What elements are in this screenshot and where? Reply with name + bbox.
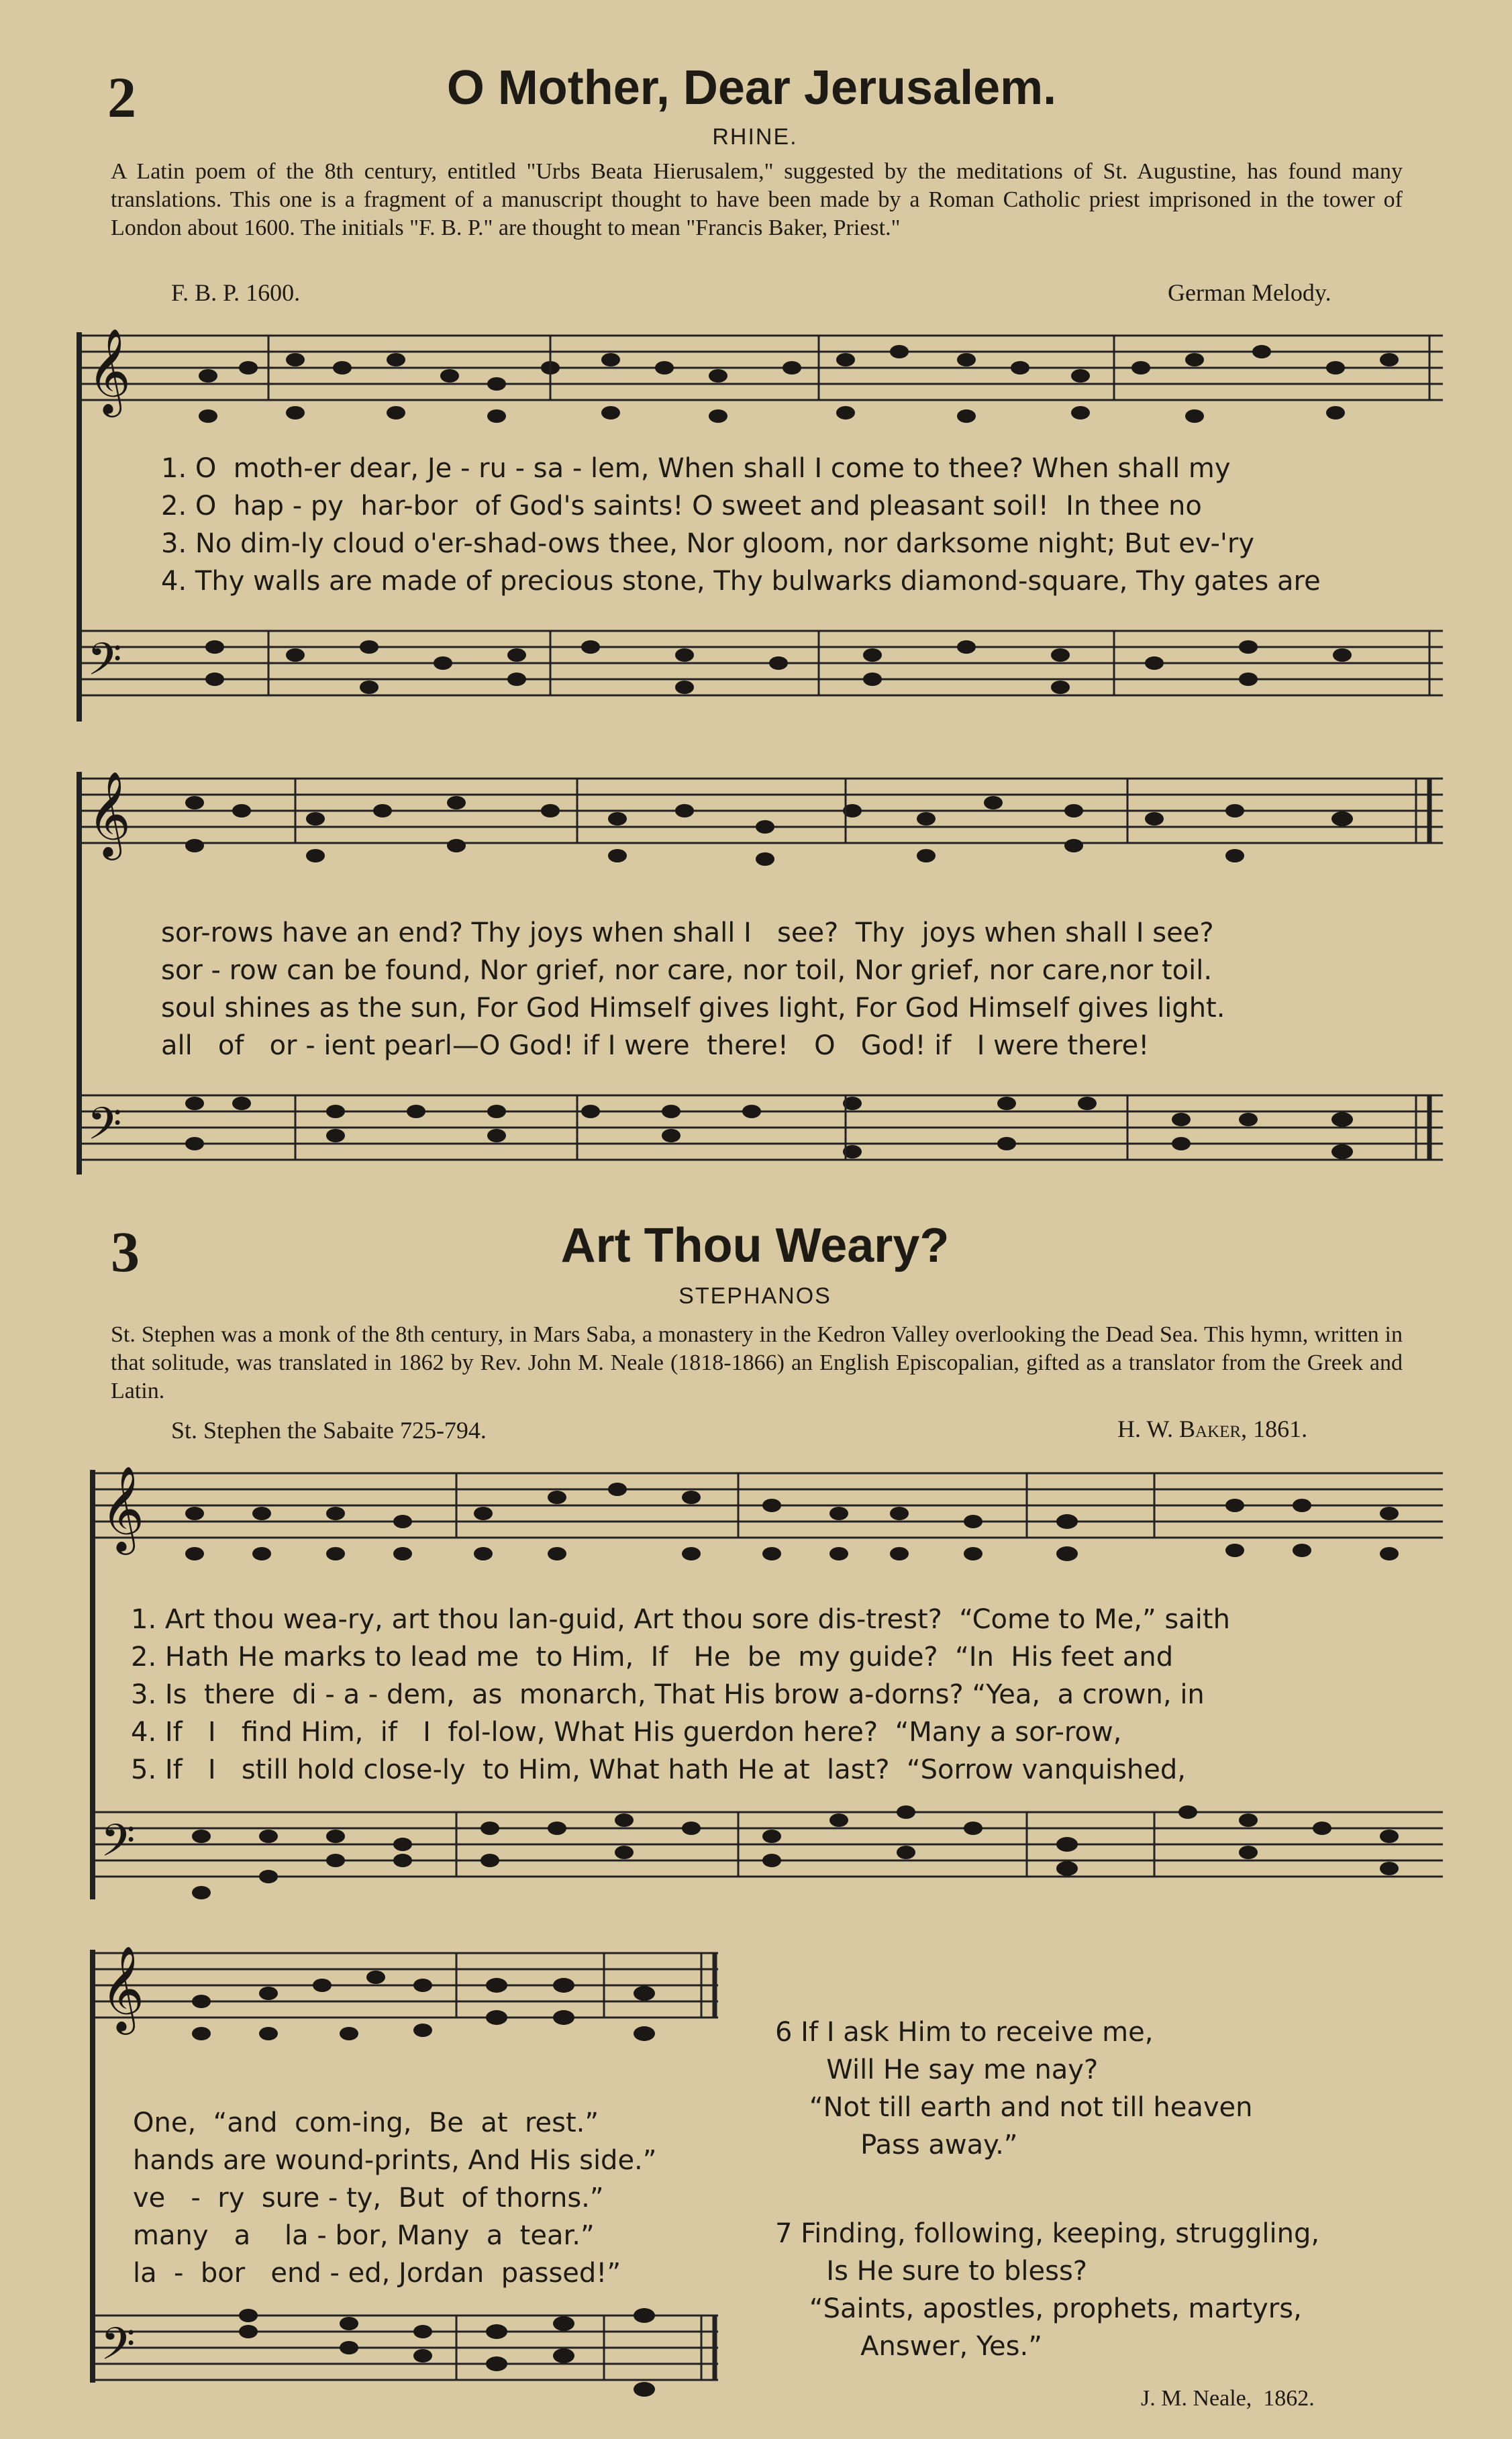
music-staff-bass [81,1082,1443,1183]
hymn-intro: A Latin poem of the 8th century, entitled "Urbs Beata Hierusalem," suggested by the meditations of St. Augustine, has found many translations. This one is a fragment of a manuscript thought to have been made by a Roman Catholic priest imprisoned in the tower of London about 1600. The initials "F. B. P." are thought to mean "Francis Baker, Priest." [111,159,1403,240]
tune-name: STEPHANOS [678,1283,831,1309]
lyric-line: One, “and com-ing, Be at rest.” [133,2107,599,2138]
verse-line: Will He say me nay? [775,2054,1099,2085]
lyric-line: soul shines as the sun, For God Himself gives light, For God Himself gives light. [161,993,1225,1024]
svg-text:𝄞: 𝄞 [101,1946,145,2031]
svg-text:𝄢: 𝄢 [87,1098,122,1160]
lyric-line: hands are wound-prints, And His side.” [133,2145,657,2176]
lyric-line: 2. O hap - py har-bor of God's saints! O sweet and pleasant soil! In thee no [161,491,1202,521]
svg-text:𝄢: 𝄢 [101,1815,136,1877]
music-staff-treble [81,329,1443,430]
svg-text:𝄞: 𝄞 [87,329,132,413]
verse-line: “Not till earth and not till heaven [775,2092,1253,2123]
translator-credit: J. M. Neale, 1862. [1141,2386,1315,2411]
lyric-line: sor-rows have an end? Thy joys when shall I see? Thy joys when shall I see? [161,917,1214,948]
system-brace [75,772,83,1175]
svg-text:𝄢: 𝄢 [87,634,122,696]
music-staff-bass [94,1799,1443,1899]
hymn-title: Art Thou Weary? [560,1219,950,1273]
hymn-title: O Mother, Dear Jerusalem. [446,61,1057,115]
verse-line: “Saints, apostles, prophets, martyrs, [775,2293,1302,2324]
svg-text:𝄞: 𝄞 [87,772,132,856]
lyric-line: 5. If I still hold close-ly to Him, What hath He at last? “Sorrow vanquished, [131,1754,1186,1785]
lyric-line: 4. If I find Him, if I fol-low, What His guerdon here? “Many a sor-row, [131,1717,1122,1748]
hymn-number: 3 [111,1220,140,1284]
svg-text:𝄞: 𝄞 [101,1466,145,1551]
music-staff-treble [94,1946,718,2047]
music-staff-bass [94,2302,718,2403]
music-staff-treble [94,1466,1443,1567]
lyric-line: ve - ry sure - ty, But of thorns.” [133,2183,604,2213]
hymn-number: 2 [107,65,136,130]
composer-credit: H. W. Baker, 1861. [1117,1415,1308,1442]
system-brace [89,1950,97,2383]
tune-name: RHINE. [712,124,798,150]
composer-credit: German Melody. [1168,279,1331,306]
hymn-intro: St. Stephen was a monk of the 8th century, in Mars Saba, a monastery in the Kedron Valley overlooking the Dead Sea. This hymn, written in that solitude, was translated in 1862 by Rev. John M. Neale (1818-1866) an English Episcopalian, gifted as a translator from the Greek and Latin. [111,1322,1403,1403]
lyric-line: 3. Is there di - a - dem, as monarch, That His brow a-dorns? “Yea, a crown, in [131,1679,1205,1710]
lyric-line: la - bor end - ed, Jordan passed!” [133,2258,621,2289]
author-credit: St. Stephen the Sabaite 725-794. [171,1417,487,1444]
author-credit: F. B. P. 1600. [171,279,301,306]
lyric-line: 3. No dim-ly cloud o'er-shad-ows thee, Nor gloom, nor darksome night; But ev-'ry [161,528,1255,559]
lyric-line: 1. Art thou wea-ry, art thou lan-guid, Art thou sore dis-trest? “Come to Me,” saith [131,1604,1230,1635]
lyric-line: many a la - bor, Many a tear.” [133,2220,595,2251]
lyric-line: 2. Hath He marks to lead me to Him, If He be my guide? “In His feet and [131,1642,1174,1673]
verse-line: 7 Finding, following, keeping, struggling, [775,2218,1320,2249]
lyric-line: all of or - ient pearl—O God! if I were there! O God! if I were there! [161,1030,1150,1061]
music-staff-treble [81,772,1443,873]
system-brace [75,332,83,721]
verse-line: Pass away.” [775,2130,1018,2160]
verse-line: Answer, Yes.” [775,2331,1042,2362]
verse-line: 6 If I ask Him to receive me, [775,2017,1154,2048]
system-brace [89,1470,97,1899]
lyric-line: 1. O moth-er dear, Je - ru - sa - lem, When shall I come to thee? When shall my [161,453,1231,484]
lyric-line: 4. Thy walls are made of precious stone, Thy bulwarks diamond-square, Thy gates are [161,566,1321,597]
svg-text:𝄢: 𝄢 [101,2318,136,2381]
lyric-line: sor - row can be found, Nor grief, nor care, nor toil, Nor grief, nor care,nor toil. [161,955,1213,986]
music-staff-bass [81,617,1443,718]
verse-line: Is He sure to bless? [775,2256,1088,2287]
